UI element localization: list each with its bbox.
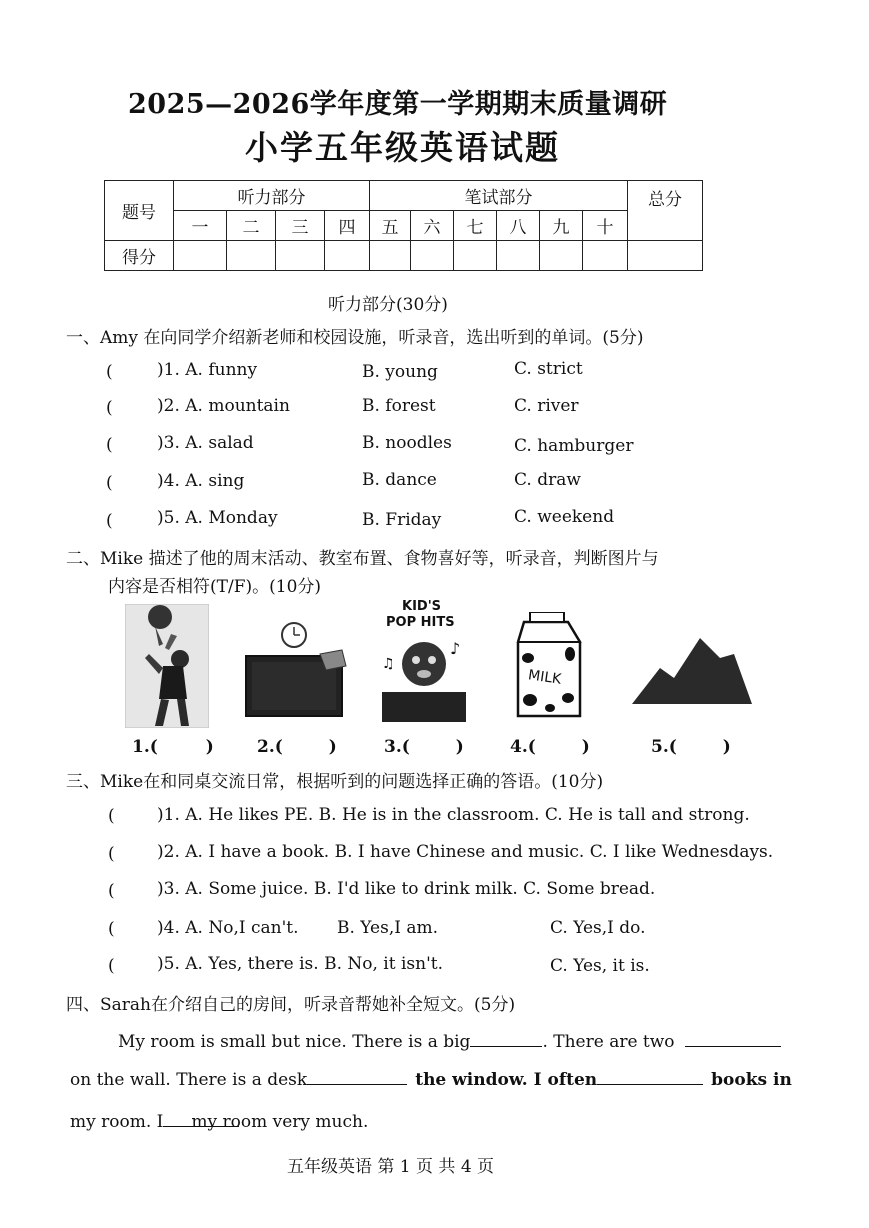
score-table-total: 总分 [628,181,703,241]
svg-text:♪: ♪ [450,639,461,658]
score-cell[interactable] [411,241,454,271]
picture-caption-4: 4.( ) [510,737,590,757]
passage-line2: on the wall. There is a desk the window. I often books in [70,1070,792,1090]
picture-caption-5: 5.( ) [651,737,731,757]
part3-q5-c: C. Yes, it is. [550,956,650,976]
pop-music-picture [378,596,470,724]
score-table-label-score: 得分 [105,241,174,271]
picture-caption-1: 1.( ) [132,737,214,757]
blank-1[interactable] [470,1030,542,1047]
part3-q4-b: B. Yes,I am. [337,918,439,938]
answer-paren[interactable]: ( [108,844,115,864]
part1-q4-a: )4. A. sing [157,471,245,491]
blank-3[interactable] [307,1068,407,1085]
part1-q4-c: C. draw [514,470,581,490]
score-cell[interactable] [276,241,325,271]
poster-text-kids: KID'S [402,599,442,614]
part1-q2-a: )2. A. mountain [157,396,290,416]
part1-heading: 一、Amy 在向同学介绍新老师和校园设施，听录音，选出听到的单词。(5分) [66,328,644,348]
answer-paren[interactable]: ( [108,956,115,976]
mountain-picture [630,628,754,708]
part3-q4-a: )4. A. No,I can't. [157,918,299,938]
part1-q2-c: C. river [514,396,579,416]
basketball-player-picture [125,604,209,728]
answer-paren[interactable]: ( [106,362,113,382]
score-col: 三 [276,211,325,241]
score-cell[interactable] [540,241,583,271]
score-col: 二 [227,211,276,241]
part1-q4-b: B. dance [362,470,437,490]
part3-q2: )2. A. I have a book. B. I have Chinese and music. C. I like Wednesdays. [157,842,774,862]
exam-title-line1: 2025—2026学年度第一学期期末质量调研 [128,89,668,120]
answer-paren[interactable]: ( [106,511,113,531]
score-col: 六 [411,211,454,241]
score-table-listening: 听力部分 [174,181,370,211]
score-col: 八 [497,211,540,241]
page-footer: 五年级英语 第 1 页 共 4 页 [287,1157,495,1177]
score-cell[interactable] [227,241,276,271]
milk-carton-picture [510,612,586,720]
picture-caption-2: 2.( ) [257,737,337,757]
score-cell[interactable] [325,241,370,271]
svg-text:♫: ♫ [382,656,395,672]
blackboard-clock-picture [242,622,350,718]
part1-q3-c: C. hamburger [514,436,634,456]
blank-2[interactable] [685,1030,781,1047]
answer-paren[interactable]: ( [108,919,115,939]
picture-caption-3: 3.( ) [384,737,464,757]
part3-heading: 三、Mike在和同桌交流日常，根据听到的问题选择正确的答语。(10分) [66,772,604,792]
score-cell[interactable] [628,241,703,271]
score-col: 五 [370,211,411,241]
part3-q1: )1. A. He likes PE. B. He is in the classroom. C. He is tall and strong. [157,805,750,825]
score-table-label-number: 题号 [105,181,174,241]
answer-paren[interactable]: ( [108,881,115,901]
score-col: 十 [583,211,628,241]
score-col: 七 [454,211,497,241]
passage-line1: My room is small but nice. There is a big . There are two [118,1030,781,1052]
passage-line3: my room. I my room very much. [70,1112,369,1132]
score-col: 四 [325,211,370,241]
part4-heading: 四、Sarah在介绍自己的房间，听录音帮她补全短文。(5分) [66,995,516,1015]
score-cell[interactable] [174,241,227,271]
part1-q5-b: B. Friday [362,510,442,530]
score-cell[interactable] [454,241,497,271]
score-cell[interactable] [497,241,540,271]
score-table-writing: 笔试部分 [370,181,628,211]
part1-q3-b: B. noodles [362,433,452,453]
part2-heading-line1: 二、Mike 描述了他的周末活动、教室布置、食物喜好等，听录音，判断图片与 [66,549,659,569]
part3-q3: )3. A. Some juice. B. I'd like to drink milk. C. Some bread. [157,879,656,899]
score-col: 一 [174,211,227,241]
part1-q1-b: B. young [362,362,438,382]
score-table [104,180,703,271]
part1-q5-a: )5. A. Monday [157,508,278,528]
listening-section-title: 听力部分(30分) [328,295,448,315]
score-col: 九 [540,211,583,241]
score-cell[interactable] [370,241,411,271]
exam-title-line2: 小学五年级英语试题 [245,128,560,167]
poster-text-pophits: POP HITS [386,615,455,630]
answer-paren[interactable]: ( [106,473,113,493]
part1-q1-c: C. strict [514,359,583,379]
answer-paren[interactable]: ( [108,806,115,826]
part3-q5-ab: )5. A. Yes, there is. B. No, it isn't. [157,954,443,974]
answer-paren[interactable]: ( [106,435,113,455]
part1-q2-b: B. forest [362,396,436,416]
part1-q5-c: C. weekend [514,507,615,527]
milk-label: MILK [527,667,563,688]
blank-4[interactable] [597,1068,703,1085]
score-cell[interactable] [583,241,628,271]
part3-q4-c: C. Yes,I do. [550,918,646,938]
answer-paren[interactable]: ( [106,398,113,418]
part1-q1-a: )1. A. funny [157,360,258,380]
part2-heading-line2: 内容是否相符(T/F)。(10分) [108,577,322,597]
part1-q3-a: )3. A. salad [157,433,254,453]
